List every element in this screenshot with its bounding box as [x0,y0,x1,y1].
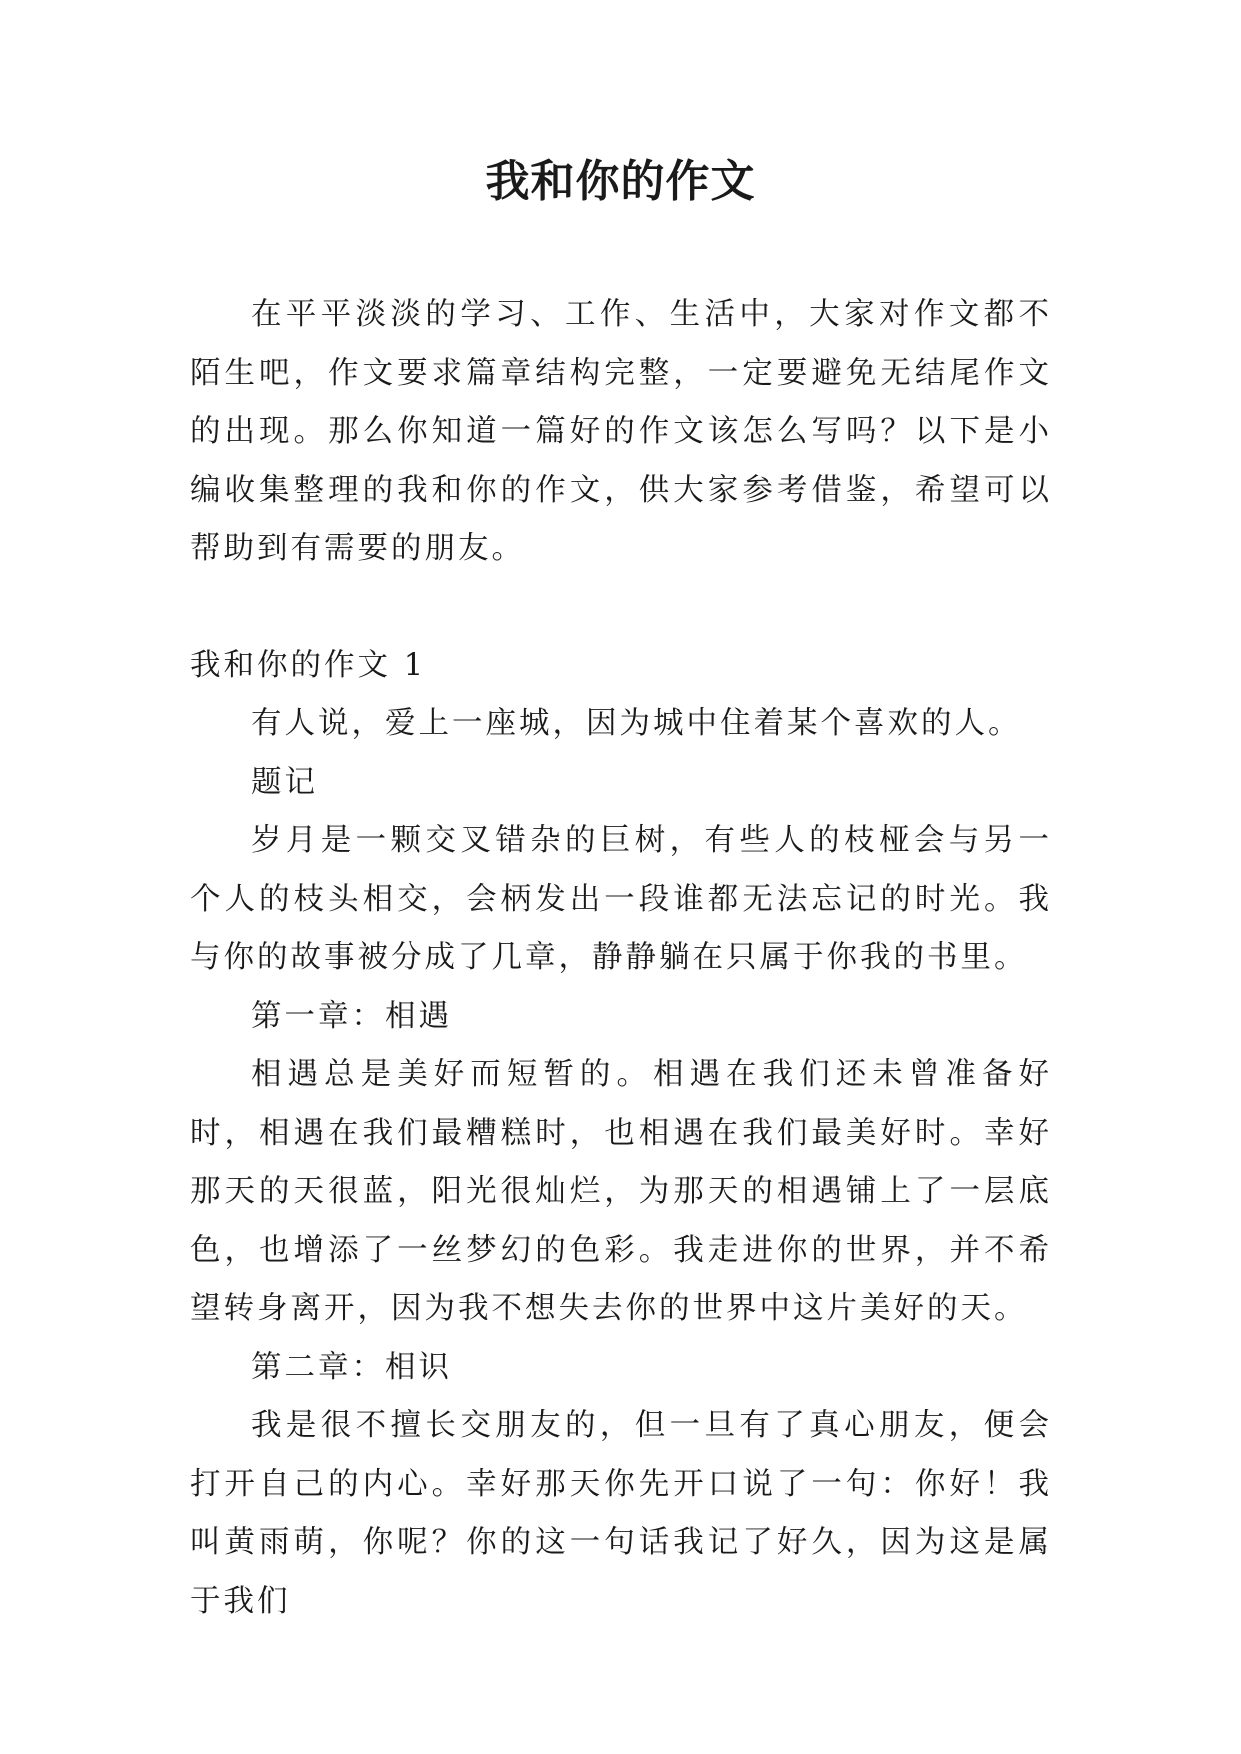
paragraph: 题记 [251,764,318,800]
paragraph: 相遇总是美好而短暂的。相遇在我们还未曾准备好时，相遇在我们最糟糕时，也相遇在我们最美好时。幸好那天的天很蓝，阳光很灿烂，为那天的相遇铺上了一层底色，也增添了一丝梦幻的色彩。我走进你的世界，并不希望转身离开，因为我不想失去你的世界中这片美好的天。 [190,1057,1052,1326]
document-title: 我和你的作文 [485,156,756,207]
section-heading: 我和你的作文 1 [190,647,427,683]
paragraph: 有人说，爱上一座城，因为城中住着某个喜欢的人。 [251,706,1022,741]
paragraph: 我是很不擅长交朋友的，但一旦有了真心朋友，便会打开自己的内心。幸好那天你先开口说了一句：你好！我叫黄雨萌，你呢？你的这一句话我记了好久，因为这是属于我们 [190,1408,1052,1619]
paragraph: 岁月是一颗交叉错杂的巨树，有些人的枝桠会与另一个人的枝头相交，会柄发出一段谁都无法忘记的时光。我与你的故事被分成了几章，静静躺在只属于你我的书里。 [190,823,1052,975]
chapter-heading: 第二章：相识 [251,1349,452,1385]
document-body [190,286,1052,1631]
chapter-heading: 第一章：相遇 [251,998,452,1034]
intro-paragraph: 在平平淡淡的学习、工作、生活中，大家对作文都不陌生吧，作文要求篇章结构完整，一定要避免无结尾作文的出现。那么你知道一篇好的作文该怎么写吗？以下是小编收集整理的我和你的作文，供大家参考借鉴，希望可以帮助到有需要的朋友。 [190,297,1052,566]
paragraph-gap [190,579,1052,637]
